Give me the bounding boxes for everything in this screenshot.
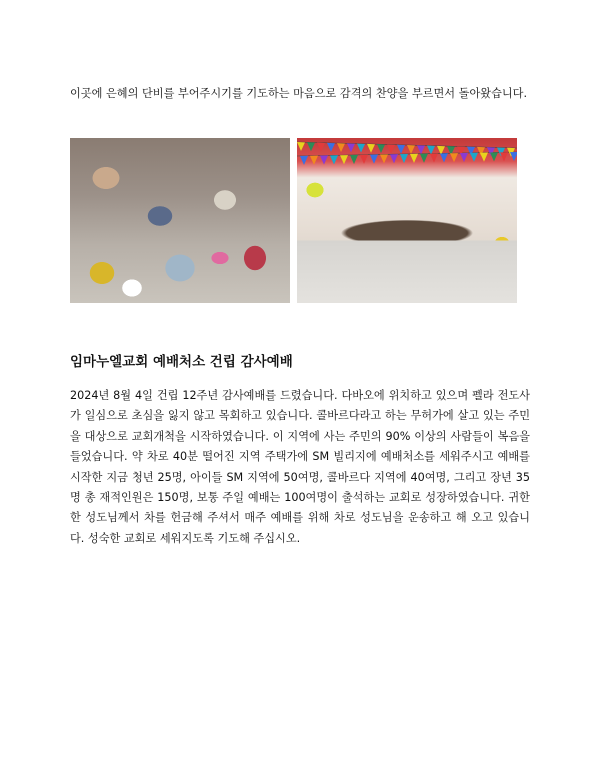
- bunting-decoration: [297, 138, 517, 178]
- children-activity-photo: [70, 138, 290, 303]
- intro-paragraph: 이곳에 은혜의 단비를 부어주시기를 기도하는 마음으로 감격의 찬양을 부르면서 돌아왔습니다.: [70, 87, 528, 100]
- congregation-group-photo: [297, 138, 517, 303]
- body-paragraph: 2024년 8월 4일 건립 12주년 감사예배를 드렸습니다. 다바오에 위치하고 있으며 펠라 전도사가 일심으로 초심을 잃지 않고 목회하고 있습니다. 콜바르다라고 하는 무허가에 살고 있는 주민을 대상으로 교회개척을 시작하였습니다. 이 지역에 사는 주민의 90% 이상의 사람들이 복음을 들었습니다. 약 차로 40분 떨어진 지역 주택가에 SM 빌리지에 예배처소를 세워주시고 예배를 시작한 지금 청년 25명, 아이들 SM 지역에 50여명, 콜바르다 지역에 40여명, 그리고 장년 35명 총 재적인원은 150명, 보통 주일 예배는 100여명이 출석하는 교회로 성장하였습니다. 귀한 한 성도님께서 차를 헌금해 주셔서 매주 예배를 위해 차로 성도님을 운송하고 해 오고 있습니다. 성숙한 교회로 세워지도록 기도해 주십시오.: [70, 389, 530, 545]
- section-heading: 임마누엘교회 예배처소 건립 감사예배: [70, 354, 293, 370]
